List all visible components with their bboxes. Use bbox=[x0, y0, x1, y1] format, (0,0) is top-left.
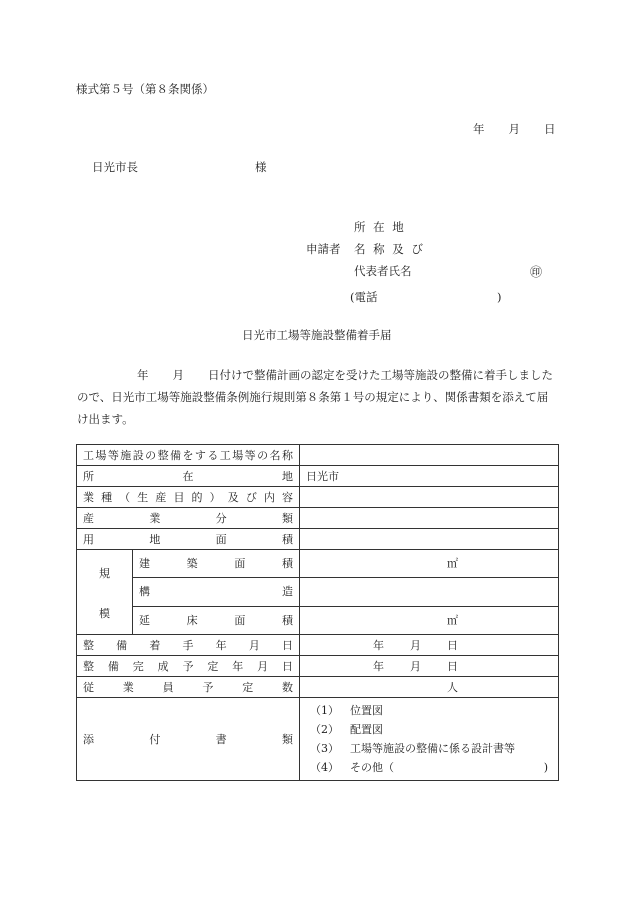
scale-label-2: 模 bbox=[99, 607, 110, 620]
completion-date-year: 年 bbox=[373, 659, 384, 673]
list-item bbox=[310, 758, 548, 777]
date-day: 日 bbox=[544, 122, 556, 136]
date-line bbox=[473, 124, 556, 136]
addressee-name: 日光市長 bbox=[92, 160, 138, 174]
location-value[interactable]: 日光市 bbox=[300, 466, 559, 487]
start-date-year: 年 bbox=[373, 638, 384, 652]
floor-area-label: 延床面積 bbox=[133, 606, 300, 634]
applicant-label: 申請者 bbox=[306, 242, 341, 256]
start-date-label: 整備着手年月日 bbox=[77, 635, 300, 656]
start-date-value[interactable] bbox=[300, 635, 559, 656]
date-year: 年 bbox=[473, 122, 485, 136]
start-date-month: 月 bbox=[410, 638, 421, 652]
table-row bbox=[77, 677, 559, 698]
industry-value[interactable] bbox=[300, 508, 559, 529]
completion-date-label: 整備完成予定年月日 bbox=[77, 656, 300, 677]
form-number: 様式第５号（第８条関係） bbox=[76, 82, 214, 96]
completion-date-day: 日 bbox=[447, 659, 458, 673]
attachment-4-close: ) bbox=[543, 761, 548, 774]
attachments-list bbox=[300, 698, 559, 781]
start-date-day: 日 bbox=[447, 638, 458, 652]
land-area-value[interactable] bbox=[300, 529, 559, 550]
seal-mark: ㊞ bbox=[530, 265, 543, 279]
list-item bbox=[310, 720, 548, 739]
employees-label: 従業員予定数 bbox=[77, 677, 300, 698]
table-row bbox=[77, 550, 559, 578]
table-row bbox=[77, 606, 559, 634]
facility-name-label: 工場等施設の整備をする工場等の名称 bbox=[77, 445, 300, 466]
business-value[interactable] bbox=[300, 487, 559, 508]
table-row bbox=[77, 529, 559, 550]
notification-table bbox=[76, 444, 559, 781]
attachment-4-num: （4） bbox=[310, 761, 339, 774]
floor-area-unit[interactable]: ㎡ bbox=[300, 606, 559, 634]
table-row bbox=[77, 656, 559, 677]
table-row bbox=[77, 466, 559, 487]
phone-close: ) bbox=[497, 290, 502, 304]
representative-label: 代表者氏名 bbox=[354, 264, 412, 278]
structure-label: 構造 bbox=[133, 578, 300, 606]
table-row bbox=[77, 698, 559, 781]
table-row bbox=[77, 508, 559, 529]
attachment-3-text: 工場等施設の整備に係る設計書等 bbox=[350, 742, 515, 755]
location-label: 所在地 bbox=[77, 466, 300, 487]
building-area-unit[interactable]: ㎡ bbox=[300, 550, 559, 578]
list-item bbox=[310, 739, 548, 758]
industry-label: 産業分類 bbox=[77, 508, 300, 529]
addressee-honorific: 様 bbox=[255, 160, 267, 174]
address-label: 所 在 地 bbox=[354, 220, 406, 234]
date-month: 月 bbox=[508, 122, 520, 136]
attachments-label: 添付書類 bbox=[77, 698, 300, 781]
completion-date-month: 月 bbox=[410, 659, 421, 673]
table-row bbox=[77, 487, 559, 508]
attachment-1-num: （1） bbox=[310, 704, 339, 717]
body-text: 日付けで整備計画の認定を受けた工場等施設の整備に着手しましたので、日光市工場等施設整備条例施行規則第８条第１号の規定により、関係書類を添えて届け出ます。 bbox=[77, 368, 553, 426]
list-item bbox=[310, 701, 548, 720]
land-area-label: 用地面積 bbox=[77, 529, 300, 550]
body-month: 月 bbox=[172, 368, 184, 382]
structure-value[interactable] bbox=[300, 578, 559, 606]
name-label: 名 称 及 び bbox=[354, 242, 425, 256]
table-row bbox=[77, 578, 559, 606]
phone-open: (電話 bbox=[350, 290, 378, 304]
document-title: 日光市工場等施設整備着手届 bbox=[242, 328, 392, 342]
attachment-1-text: 位置図 bbox=[350, 704, 383, 717]
business-label: 業種（生産目的）及び内容 bbox=[77, 487, 300, 508]
body-paragraph bbox=[77, 364, 557, 430]
attachment-2-num: （2） bbox=[310, 723, 339, 736]
attachment-3-num: （3） bbox=[310, 742, 339, 755]
completion-date-value[interactable] bbox=[300, 656, 559, 677]
table-row bbox=[77, 445, 559, 466]
scale-label-1: 規 bbox=[99, 567, 110, 580]
body-year: 年 bbox=[137, 368, 149, 382]
building-area-label: 建築面積 bbox=[133, 550, 300, 578]
facility-name-value[interactable] bbox=[300, 445, 559, 466]
employees-unit[interactable]: 人 bbox=[300, 677, 559, 698]
table-row bbox=[77, 635, 559, 656]
scale-label bbox=[77, 550, 133, 635]
attachment-2-text: 配置図 bbox=[350, 723, 383, 736]
attachment-4-text: その他（ bbox=[350, 761, 394, 774]
